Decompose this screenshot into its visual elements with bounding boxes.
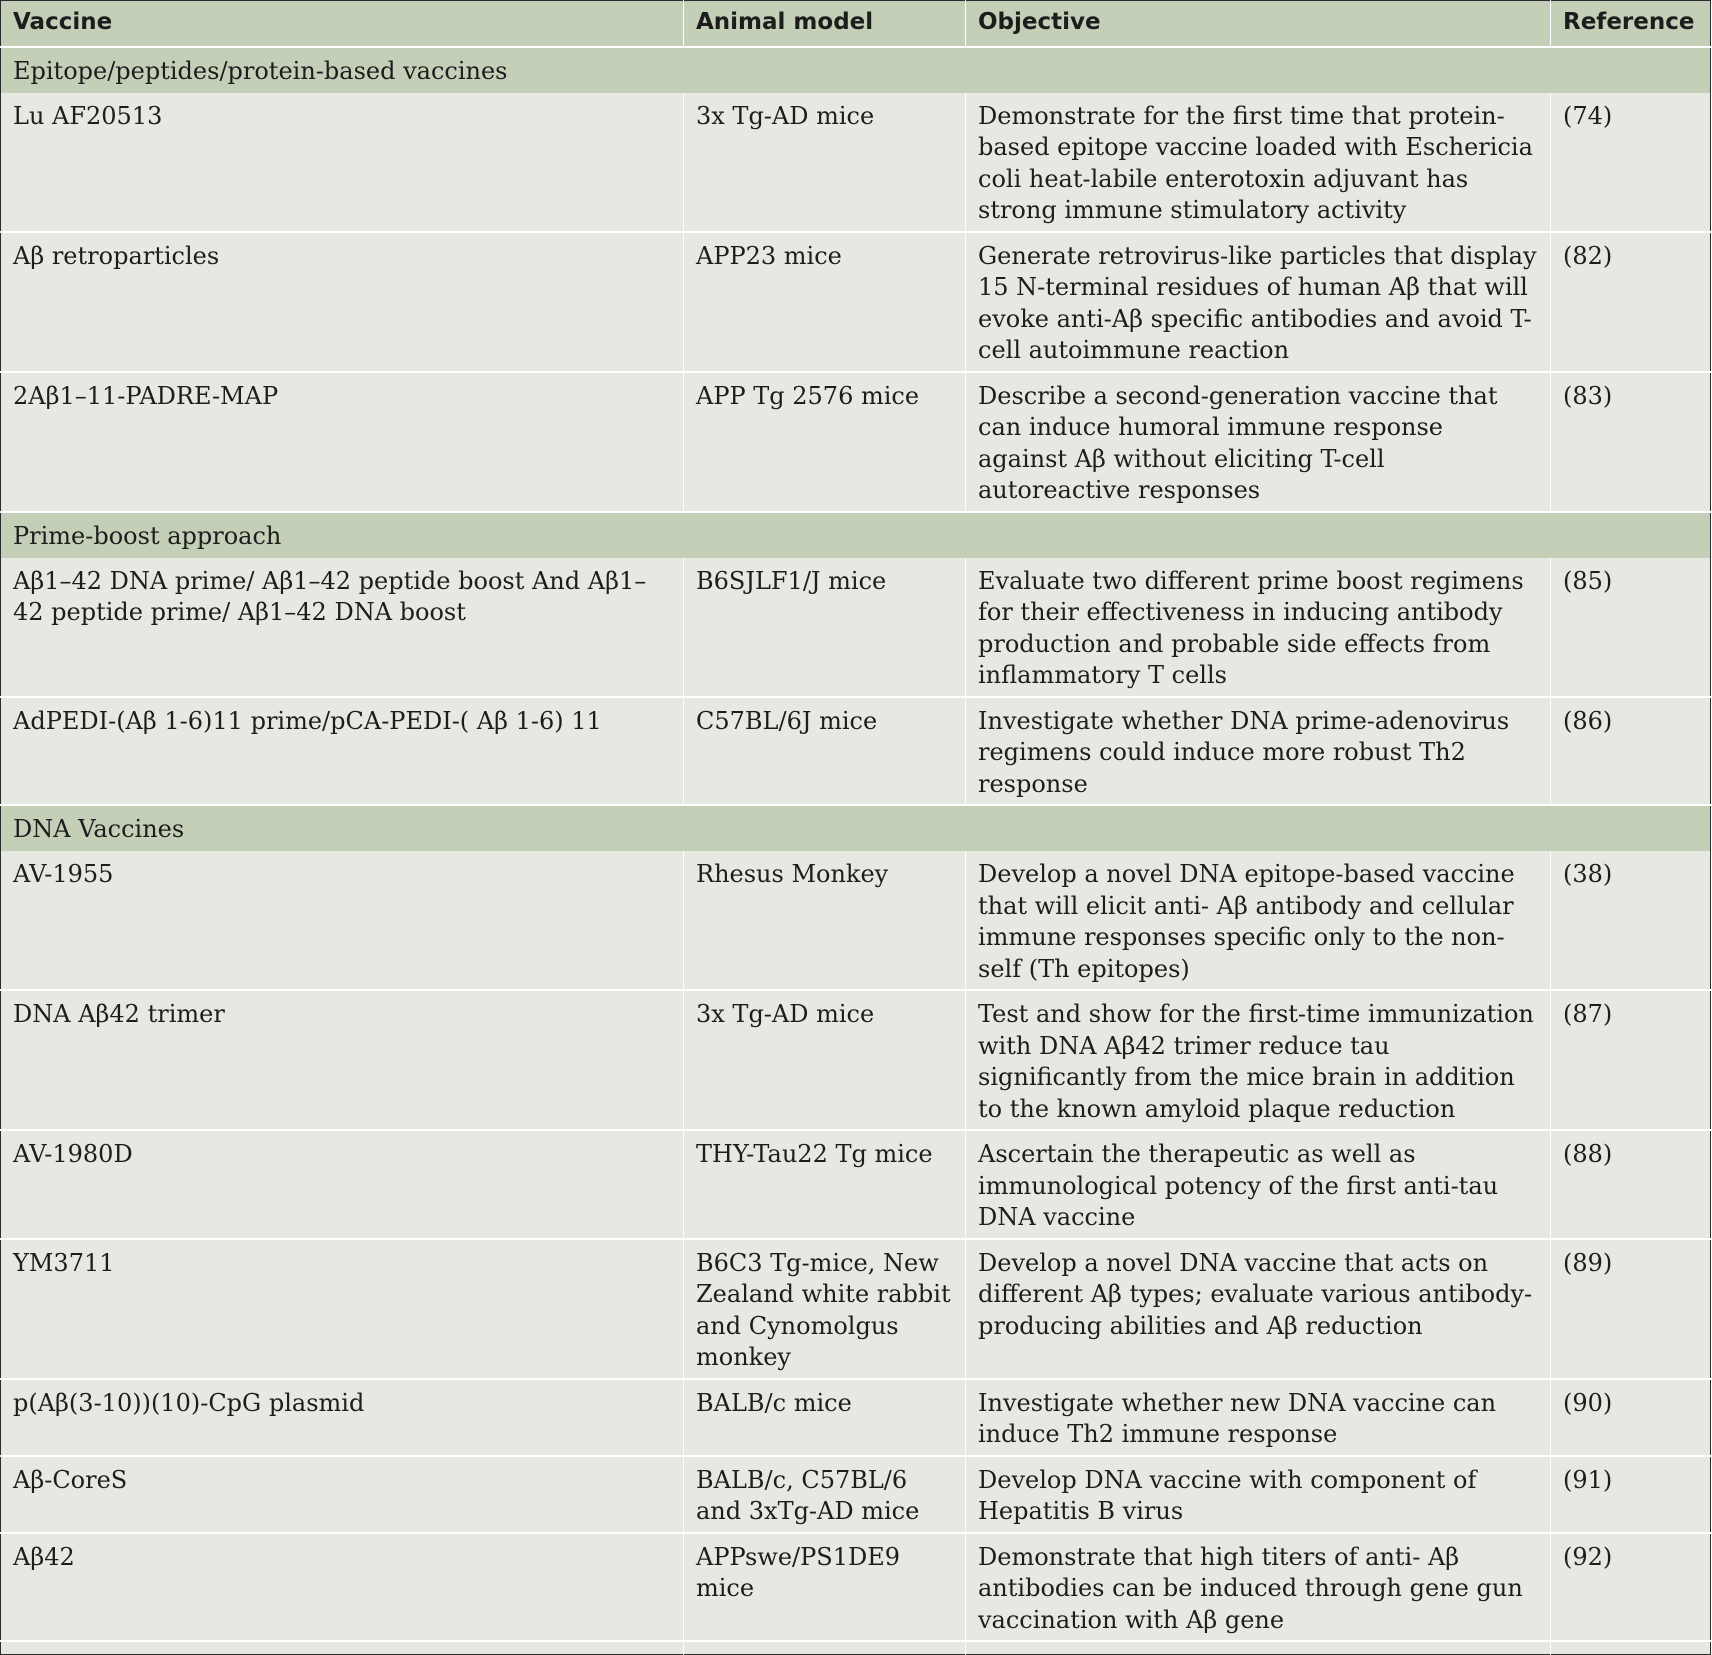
cell-animal-model bbox=[684, 1641, 966, 1655]
cell-vaccine: p(Aβ(3-10))(10)-CpG plasmid bbox=[1, 1379, 684, 1456]
cell-objective: Demonstrate for the first time that protein-based epitope vaccine loaded with Eschericia coli heat-labile enterotoxin adjuvant has strong immune stimulatory activity bbox=[966, 93, 1551, 232]
cell-objective: Demonstrate that high titers of anti- Aβ antibodies can be induced through gene gun vaccination with Aβ gene bbox=[966, 1533, 1551, 1642]
table-row bbox=[1, 1641, 1711, 1655]
cell-objective: Develop a novel DNA epitope-based vaccine that will elicit anti- Aβ antibody and cellular immune responses specific only to the non-self (Th epitopes) bbox=[966, 851, 1551, 990]
cell-objective: Describe a second-generation vaccine that can induce humoral immune response against Aβ without eliciting T-cell autoreactive responses bbox=[966, 372, 1551, 512]
cell-animal-model: 3x Tg-AD mice bbox=[684, 990, 966, 1130]
cell-vaccine: Aβ-CoreS bbox=[1, 1456, 684, 1533]
cell-animal-model: 3x Tg-AD mice bbox=[684, 93, 966, 232]
cell-reference: (85) bbox=[1551, 558, 1711, 697]
table-row bbox=[1, 1239, 1711, 1379]
section-row-dna-vaccines bbox=[1, 805, 1711, 851]
table-row bbox=[1, 697, 1711, 806]
cell-vaccine: Aβ1–42 DNA prime/ Aβ1–42 peptide boost And Aβ1–42 peptide prime/ Aβ1–42 DNA boost bbox=[1, 558, 684, 697]
cell-objective: Develop DNA vaccine with component of Hepatitis B virus bbox=[966, 1456, 1551, 1533]
table-header-row bbox=[1, 1, 1711, 47]
cell-animal-model: APP Tg 2576 mice bbox=[684, 372, 966, 512]
cell-vaccine bbox=[1, 1641, 684, 1655]
cell-reference: (92) bbox=[1551, 1533, 1711, 1642]
section-title: DNA Vaccines bbox=[1, 805, 1711, 851]
cell-objective: Investigate whether DNA prime-adenovirus regimens could induce more robust Th2 response bbox=[966, 697, 1551, 806]
table-row bbox=[1, 232, 1711, 372]
cell-objective: Investigate whether new DNA vaccine can induce Th2 immune response bbox=[966, 1379, 1551, 1456]
table-row bbox=[1, 558, 1711, 697]
cell-vaccine: DNA Aβ42 trimer bbox=[1, 990, 684, 1130]
cell-vaccine: AV-1980D bbox=[1, 1130, 684, 1239]
cell-vaccine: YM3711 bbox=[1, 1239, 684, 1379]
cell-animal-model: B6C3 Tg-mice, New Zealand white rabbit and Cynomolgus monkey bbox=[684, 1239, 966, 1379]
cell-reference: (88) bbox=[1551, 1130, 1711, 1239]
section-title: Prime-boost approach bbox=[1, 512, 1711, 558]
cell-animal-model: THY-Tau22 Tg mice bbox=[684, 1130, 966, 1239]
table-row bbox=[1, 1533, 1711, 1642]
cell-vaccine: Aβ retroparticles bbox=[1, 232, 684, 372]
table-row bbox=[1, 990, 1711, 1130]
cell-vaccine: AdPEDI-(Aβ 1-6)11 prime/pCA-PEDI-( Aβ 1-6) 11 bbox=[1, 697, 684, 806]
cell-reference: (38) bbox=[1551, 851, 1711, 990]
cell-reference: (89) bbox=[1551, 1239, 1711, 1379]
cell-objective bbox=[966, 1641, 1551, 1655]
cell-vaccine: Lu AF20513 bbox=[1, 93, 684, 232]
header-objective: Objective bbox=[966, 1, 1551, 47]
table-row bbox=[1, 372, 1711, 512]
cell-vaccine: Aβ42 bbox=[1, 1533, 684, 1642]
cell-animal-model: APPswe/PS1DE9 mice bbox=[684, 1533, 966, 1642]
cell-animal-model: BALB/c, C57BL/6 and 3xTg-AD mice bbox=[684, 1456, 966, 1533]
cell-vaccine: 2Aβ1–11-PADRE-MAP bbox=[1, 372, 684, 512]
header-animal-model: Animal model bbox=[684, 1, 966, 47]
cell-reference: (91) bbox=[1551, 1456, 1711, 1533]
cell-vaccine: AV-1955 bbox=[1, 851, 684, 990]
cell-animal-model: BALB/c mice bbox=[684, 1379, 966, 1456]
table-row bbox=[1, 93, 1711, 232]
section-row-epitope bbox=[1, 47, 1711, 93]
cell-reference: (74) bbox=[1551, 93, 1711, 232]
cell-reference: (86) bbox=[1551, 697, 1711, 806]
table-row bbox=[1, 1379, 1711, 1456]
section-row-prime-boost bbox=[1, 512, 1711, 558]
table-row bbox=[1, 1130, 1711, 1239]
header-vaccine: Vaccine bbox=[1, 1, 684, 47]
table-row bbox=[1, 851, 1711, 990]
table-row bbox=[1, 1456, 1711, 1533]
cell-reference: (82) bbox=[1551, 232, 1711, 372]
cell-reference: (87) bbox=[1551, 990, 1711, 1130]
cell-objective: Generate retrovirus-like particles that display 15 N-terminal residues of human Aβ that will evoke anti-Aβ specific antibodies and avoid T-cell autoimmune reaction bbox=[966, 232, 1551, 372]
cell-animal-model: C57BL/6J mice bbox=[684, 697, 966, 806]
cell-animal-model: APP23 mice bbox=[684, 232, 966, 372]
header-reference: Reference bbox=[1551, 1, 1711, 47]
cell-animal-model: Rhesus Monkey bbox=[684, 851, 966, 990]
section-title: Epitope/peptides/protein-based vaccines bbox=[1, 47, 1711, 93]
cell-reference: (83) bbox=[1551, 372, 1711, 512]
cell-objective: Ascertain the therapeutic as well as immunological potency of the first anti-tau DNA vaccine bbox=[966, 1130, 1551, 1239]
cell-reference: (90) bbox=[1551, 1379, 1711, 1456]
cell-objective: Test and show for the first-time immunization with DNA Aβ42 trimer reduce tau significantly from the mice brain in addition to the known amyloid plaque reduction bbox=[966, 990, 1551, 1130]
cell-objective: Evaluate two different prime boost regimens for their effectiveness in inducing antibody production and probable side effects from inflammatory T cells bbox=[966, 558, 1551, 697]
cell-objective: Develop a novel DNA vaccine that acts on different Aβ types; evaluate various antibody-producing abilities and Aβ reduction bbox=[966, 1239, 1551, 1379]
cell-reference bbox=[1551, 1641, 1711, 1655]
cell-animal-model: B6SJLF1/J mice bbox=[684, 558, 966, 697]
